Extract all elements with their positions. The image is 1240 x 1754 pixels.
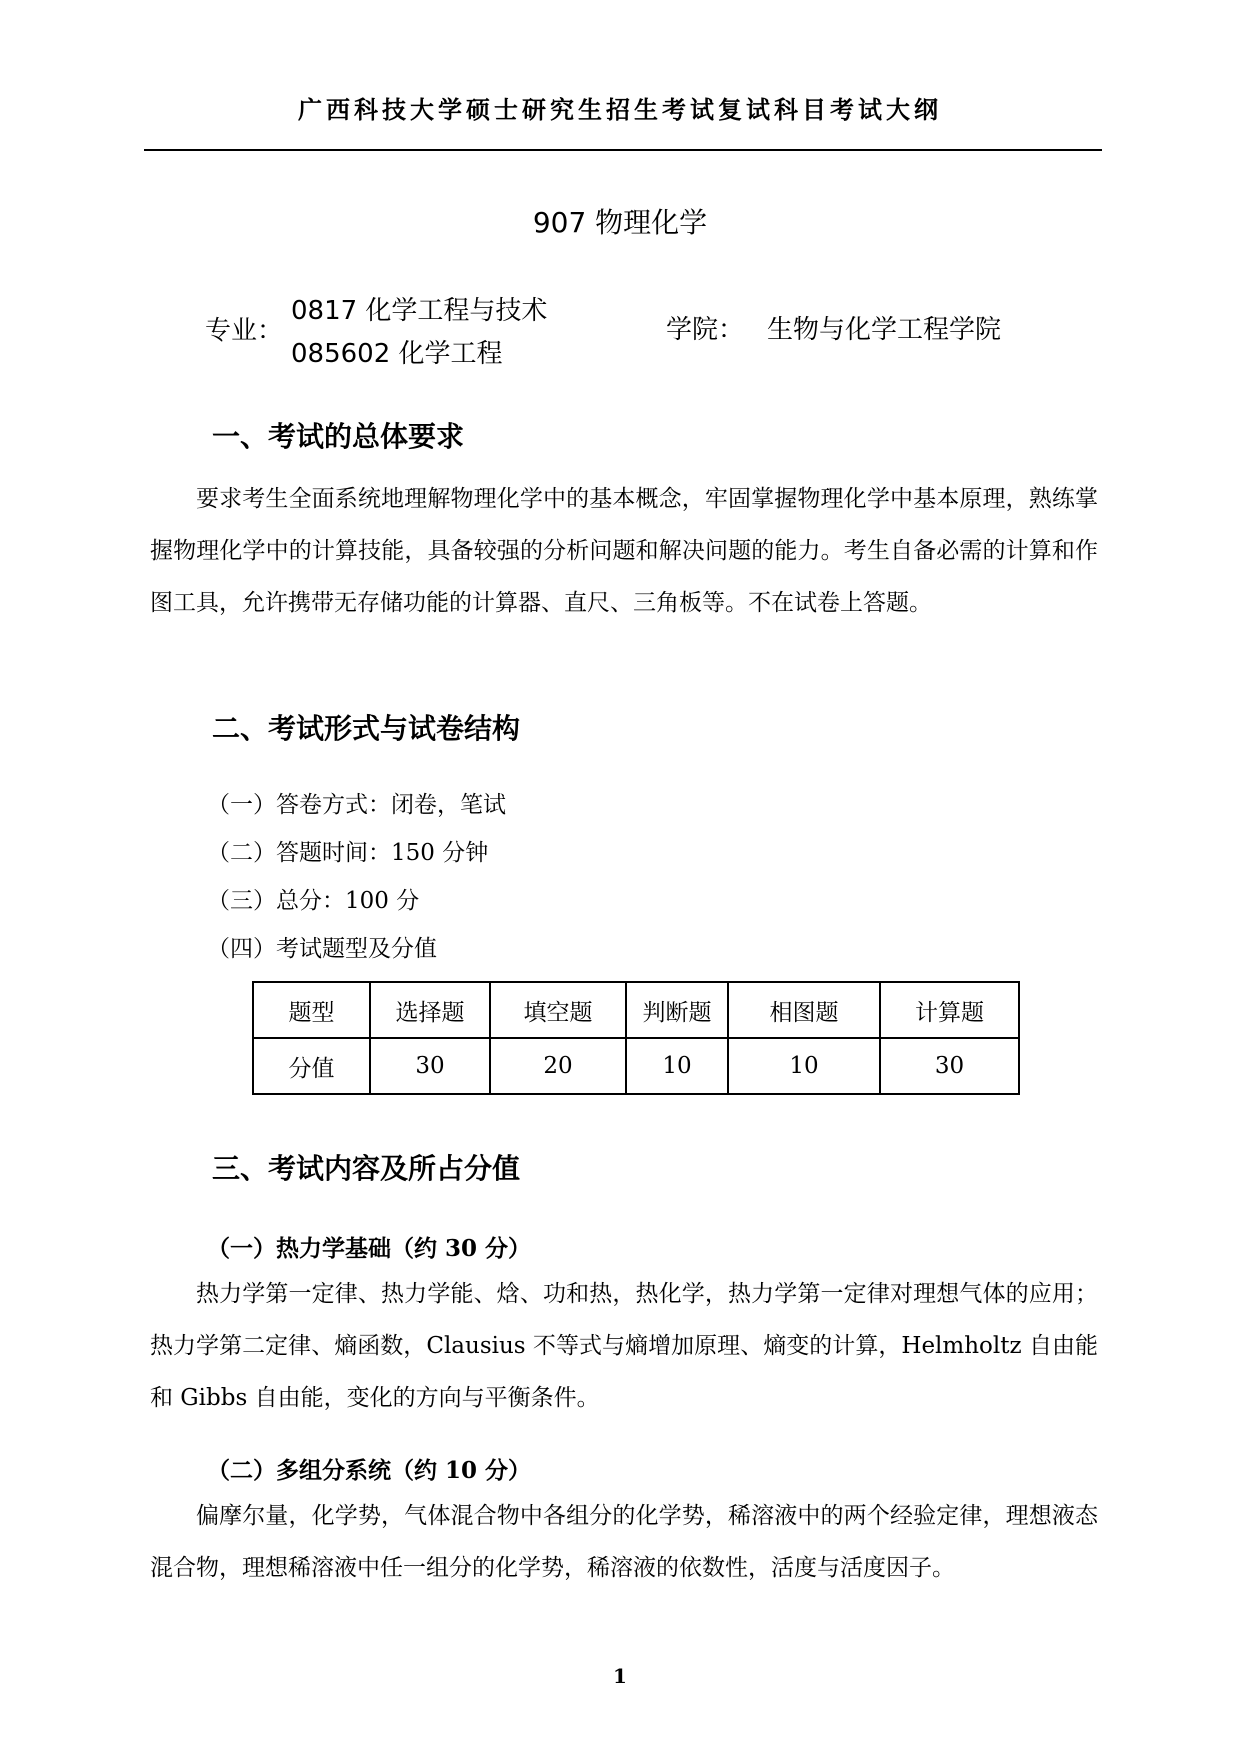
content-part-2-title: （二）多组分系统（约 10 分） (207, 1457, 532, 1484)
table-row (253, 982, 1019, 1038)
requirements-paragraph: 要求考生全面系统地理解物理化学中的基本概念，牢固掌握物理化学中基本原理，熟练掌握物理化学中的计算技能，具备较强的分析问题和解决问题的能力。考生自备必需的计算和作图工具，允许携带无存储功能的计算器、直尺、三角板等。不在试卷上答题。 (150, 486, 1098, 616)
college-value: 生物与化学工程学院 (767, 315, 1002, 345)
table-cell: 30 (880, 1038, 1019, 1094)
section-heading-requirements: 一、考试的总体要求 (212, 420, 465, 453)
table-header-cell: 选择题 (370, 982, 490, 1038)
format-item-3: （三）总分：100 分 (207, 888, 420, 914)
format-item-1: （一）答卷方式：闭卷，笔试 (207, 792, 506, 818)
college-label: 学院： (666, 315, 745, 345)
content-part-1-title: （一）热力学基础（约 30 分） (207, 1235, 532, 1262)
section-heading-content: 三、考试内容及所占分值 (212, 1152, 521, 1185)
table-header-cell: 填空题 (490, 982, 626, 1038)
content-part-1-text: 热力学第一定律、热力学能、焓、功和热，热化学，热力学第一定律对理想气体的应用；热力学第二定律、熵函数，Clausius 不等式与熵增加原理、熵变的计算，Helmholtz 自由能和 Gibbs 自由能，变化的方向与平衡条件。 (150, 1281, 1098, 1411)
table-cell: 10 (626, 1038, 728, 1094)
table-cell: 分值 (253, 1038, 370, 1094)
table-cell: 10 (728, 1038, 880, 1094)
format-item-4: （四）考试题型及分值 (207, 936, 437, 962)
header-divider (144, 149, 1102, 151)
table-header-cell: 相图题 (728, 982, 880, 1038)
table-header-cell: 计算题 (880, 982, 1019, 1038)
content-part-2-text: 偏摩尔量，化学势，气体混合物中各组分的化学势，稀溶液中的两个经验定律，理想液态混合物，理想稀溶液中任一组分的化学势，稀溶液的依数性，活度与活度因子。 (150, 1503, 1098, 1581)
table-header-cell: 题型 (253, 982, 370, 1038)
table-cell: 30 (370, 1038, 490, 1094)
document-header-title: 广西科技大学硕士研究生招生考试复试科目考试大纲 (298, 95, 942, 124)
table-header-cell: 判断题 (626, 982, 728, 1038)
major-item-1: 0817 化学工程与技术 (291, 296, 548, 326)
table-cell: 20 (490, 1038, 626, 1094)
score-table (252, 981, 1020, 1095)
page-number: 1 (613, 1664, 627, 1688)
format-item-2: （二）答题时间：150 分钟 (207, 840, 489, 866)
subject-title: 907 物理化学 (532, 206, 708, 239)
major-label: 专业： (205, 316, 284, 346)
table-row (253, 1038, 1019, 1094)
major-item-2: 085602 化学工程 (291, 339, 503, 369)
section-heading-format: 二、考试形式与试卷结构 (212, 712, 521, 745)
